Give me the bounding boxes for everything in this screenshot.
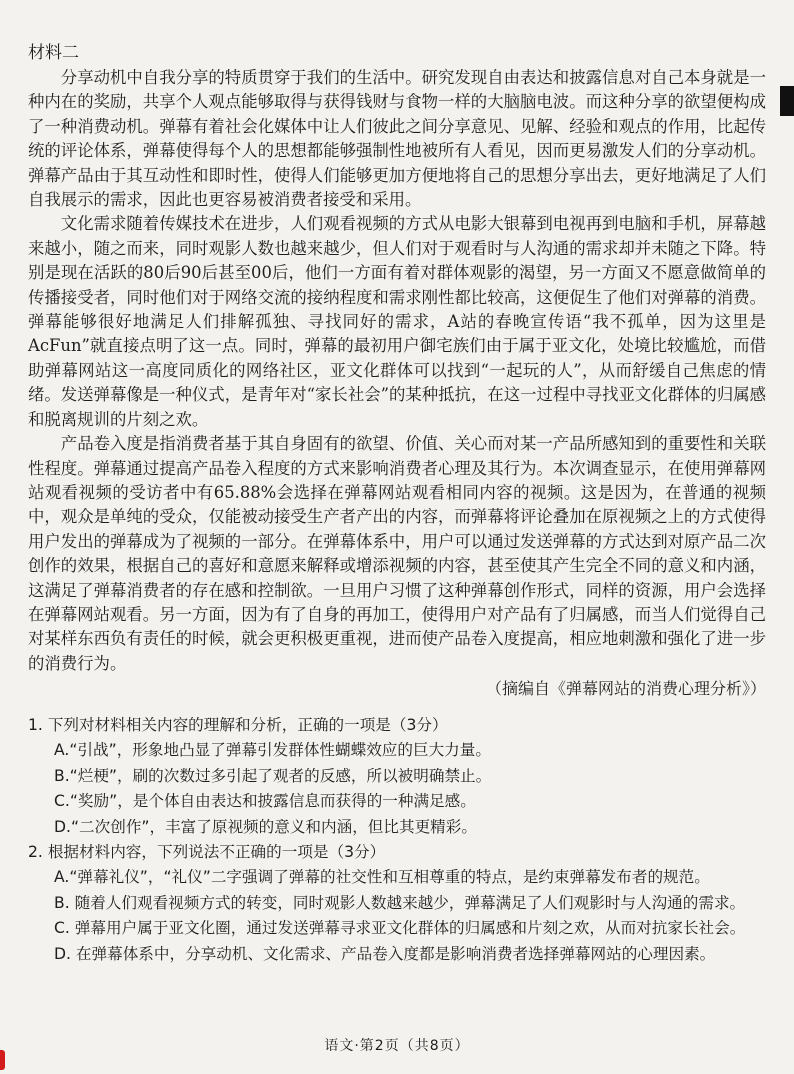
reading-passage [28, 66, 766, 701]
option-a: A.“弹幕礼仪”，“礼仪”二字强调了弹幕的社交性和互相尊重的特点，是约束弹幕发布者的规范。 [54, 868, 710, 887]
option-b: B.“烂梗”，刷的次数过多引起了观者的反感，所以被明确禁止。 [54, 766, 492, 785]
option-c: C. 弹幕用户属于亚文化圈，通过发送弹幕寻求亚文化群体的归属感和片刻之欢，从而对抗家长社会。 [54, 919, 746, 938]
question-2 [28, 840, 766, 967]
passage-paragraph-3: 产品卷入度是指消费者基于其自身固有的欲望、价值、关心而对某一产品所感知到的重要性和关联性程度。弹幕通过提高产品卷入程度的方式来影响消费者心理及其行为。本次调查显示，在使用弹幕网站观看视频的受访者中有65.88%会选择在弹幕网站观看相同内容的视频。这是因为，在普通的视频中，观众是单纯的受众，仅能被动接受生产者产出的内容，而弹幕将评论叠加在原视频之上的方式使得用户发出的弹幕成为了视频的一部分。在弹幕体系中，用户可以通过发送弹幕的方式达到对原产品二次创作的效果，根据自己的喜好和意愿来解释或增添视频的内容，甚至使其产生完全不同的意义和内涵，这满足了弹幕消费者的存在感和控制欲。一旦用户习惯了这种弹幕创作形式，同样的资源，用户会选择在弹幕网站观看。另一方面，因为有了自身的再加工，使得用户对产品有了归属感，而当人们觉得自己对某样东西负有责任的时候，就会更积极更重视，进而使产品卷入度提高，相应地刺激和强化了进一步的消费行为。 [28, 434, 766, 673]
option-d: D. 在弹幕体系中，分享动机、文化需求、产品卷入度都是影响消费者选择弹幕网站的心理因素。 [54, 944, 716, 963]
material-title: 材料二 [28, 43, 79, 63]
passage-paragraph-2: 文化需求随着传媒技术在进步，人们观看视频的方式从电影大银幕到电视再到电脑和手机，屏幕越来越小，随之而来，同时观影人数也越来越少，但人们对于观看时与人沟通的需求却并未随之下降。特别是现在活跃的80后90后甚至00后，他们一方面有着对群体观影的渴望，另一方面又不愿意做简单的传播接受者，同时他们对于网络交流的接纳程度和需求刚性都比较高，这便促生了他们对弹幕的消费。弹幕能够很好地满足人们排解孤独、寻找同好的需求，A站的春晚宣传语“我不孤单，因为这里是AcFun”就直接点明了这一点。同时，弹幕的最初用户御宅族们由于属于亚文化，处境比较尴尬，而借助弹幕网站这一高度同质化的网络社区，亚文化群体可以找到“一起玩的人”，从而舒缓自己焦虑的情绪。发送弹幕像是一种仪式，是青年对“家长社会”的某种抵抗，在这一过程中寻找亚文化群体的归属感和脱离规训的片刻之欢。 [28, 214, 766, 429]
question-stem: 2. 根据材料内容，下列说法不正确的一项是（3分） [28, 843, 386, 862]
passage-paragraph-1: 分享动机中自我分享的特质贯穿于我们的生活中。研究发现自由表达和披露信息对自己本身就是一种内在的奖励，共享个人观点能够取得与获得钱财与食物一样的大脑脑电波。而这种分享的欲望便构成了一种消费动机。弹幕有着社会化媒体中让人们彼此之间分享意见、见解、经验和观点的作用，比起传统的评论体系，弹幕使得每个人的思想都能够强制性地被所有人看见，因而更易激发人们的分享动机。弹幕产品由于其互动性和即时性，使得人们能够更加方便地将自己的思想分享出去，更好地满足了人们自我展示的需求，因此也更容易被消费者接受和采用。 [28, 68, 766, 210]
question-stem: 1. 下列对材料相关内容的理解和分析，正确的一项是（3分） [28, 716, 448, 734]
option-b: B. 随着人们观看视频方式的转变，同时观影人数越来越少，弹幕满足了人们观影时与人沟通的需求。 [54, 893, 746, 912]
question-list [28, 713, 766, 967]
question-1 [28, 713, 766, 840]
option-c: C.“奖励”，是个体自由表达和披露信息而获得的一种满足感。 [54, 792, 476, 811]
page-edge-mark [780, 86, 794, 116]
corner-mark [0, 1050, 5, 1070]
option-a: A.“引战”，形象地凸显了弹幕引发群体性蝴蝶效应的巨大力量。 [54, 741, 491, 760]
page-footer: 语文·第2页（共8页） [324, 1038, 470, 1054]
passage-source: （摘编自《弹幕网站的消费心理分析》） [485, 679, 766, 699]
option-d: D.“二次创作”，丰富了原视频的意义和内涵，但比其更精彩。 [54, 817, 477, 836]
